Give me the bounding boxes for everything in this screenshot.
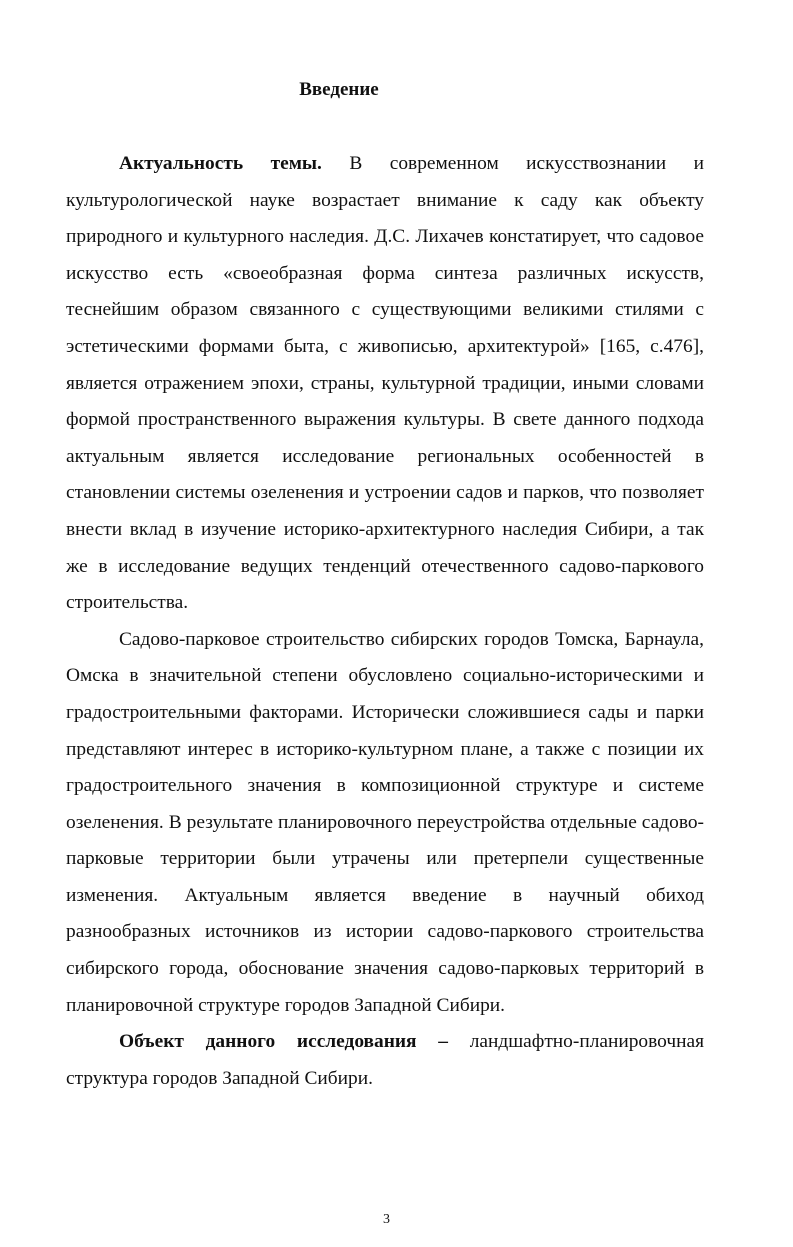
paragraph-text-object: ландшафтно-планировочная структура городов Западной Сибири. [66, 1031, 704, 1089]
paragraph-text-landscape: Садово-парковое строительство сибирских городов Томска, Барнаула, Омска в значительной степени обусловлено социально-историческими и градостроительными факторами. Исторически сложившиеся сады и парки представляют интерес в историко-культурном плане, а также с позиции их градостроительного значения в композиционной структуре и системе озеленения. В результате планировочного переустройства отдельные садово-парковые территории были утрачены или претерпели существенные изменения. Актуальным является введение в научный обиход разнообразных источников из истории садово-паркового строительства сибирского города, обоснование значения садово-парковых территорий в планировочной структуре городов Западной Сибири. [66, 628, 704, 1016]
paragraph-landscape [66, 622, 704, 1025]
page-number: 3 [383, 1212, 390, 1227]
body-text [66, 146, 704, 1097]
paragraph-lead-object: Объект данного исследования – [119, 1031, 448, 1053]
paragraph-relevance [66, 146, 704, 622]
paragraph-lead-relevance: Актуальность темы. [119, 153, 322, 174]
title-container [0, 78, 678, 102]
paragraph-object [66, 1024, 704, 1097]
page-title: Введение [299, 79, 379, 100]
paragraph-text-relevance: В современном искусствознании и культурологической науке возрастает внимание к саду как объекту природного и культурного наследия. Д.С. Лихачев констатирует, что садовое искусство есть «своеобразная форма синтеза различных искусств, теснейшим образом связанного с существующими великими стилями с эстетическими формами быта, с живописью, архитектурой» [165, с.476], является отражением эпохи, страны, культурной традиции, иными словами формой пространственного выражения культуры. В свете данного подхода актуальным является исследование региональных особенностей в становлении системы озеленения и устроении садов и парков, что позволяет внести вклад в изучение историко-архитектурного наследия Сибири, а так же в исследование ведущих тенденций отечественного садово-паркового строительства. [66, 153, 705, 614]
